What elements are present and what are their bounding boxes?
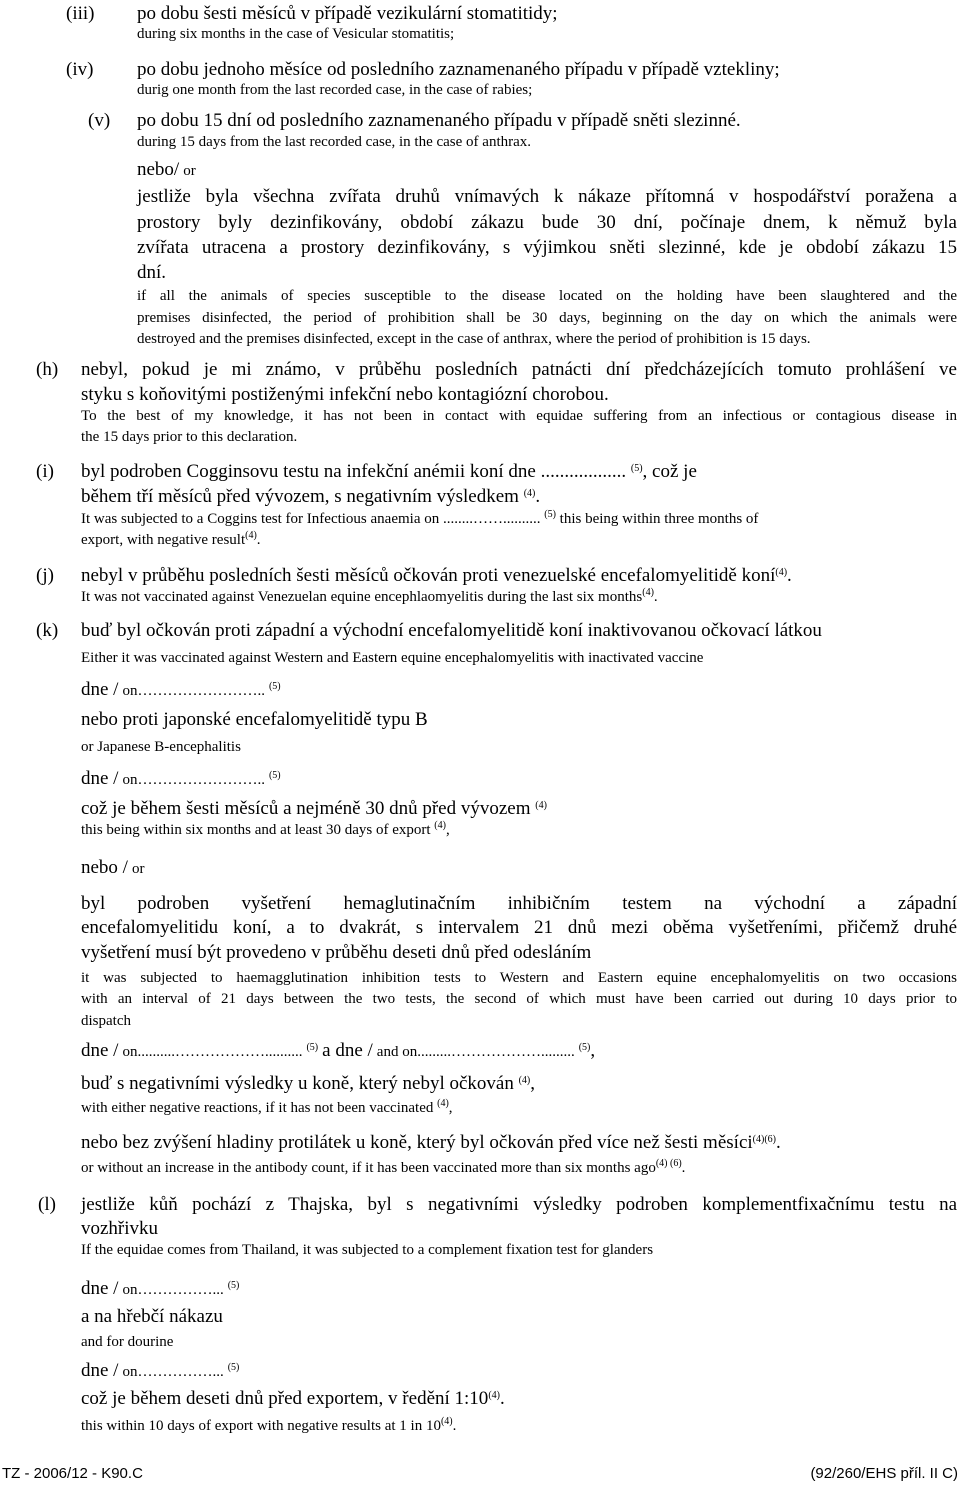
punctuation: , [530, 1073, 536, 1094]
item-iii-text-en: during six months in the case of Vesicular stomatitis; [137, 26, 455, 42]
item-k-en-line-1: Either it was vaccinated against Western and Eastern equine encephalomyelitis with inactivated vaccine [81, 650, 704, 666]
item-k-en-line-4c: dispatch [81, 1013, 131, 1029]
item-k-en-line-2: or Japanese B-encephalitis [81, 739, 241, 755]
date-line-l2 [81, 1361, 239, 1380]
item-v-text-en: during 15 days from the last recorded case, in the case of anthrax. [137, 134, 532, 150]
item-label-v: (v) [88, 110, 111, 131]
dilution-text-en: this within 10 days of export with negative results at 1 in 10 [81, 1418, 441, 1434]
negative-reactions-en: with either negative reactions, if it has not been vaccinated [81, 1100, 434, 1116]
footnote-ref: (4) [523, 488, 536, 499]
date-label-cz: dne / [81, 679, 119, 700]
footnote-ref: (4) [245, 530, 257, 541]
item-k-cz-line-6 [81, 1133, 781, 1152]
item-j-cz [81, 566, 792, 585]
item-k-cz-line-4c: vyšetření musí být provedeno v průběhu deseti dnů před odesláním [81, 942, 592, 963]
punctuation: , [445, 822, 450, 838]
date-line-l1 [81, 1279, 239, 1298]
footnote-ref: (4) [434, 820, 446, 831]
alt-cz-line-2: prostory byly dezinfikovány, období zákazu bude 30 dní, počínaje dnem, k němuž byla [137, 212, 957, 233]
venezuelan-text-cz: nebyl v průběhu posledních šesti měsíců očkován proti venezuelské encefalomyelitidě koní [81, 565, 776, 586]
date-dots: ……………... [137, 1364, 224, 1380]
alt-en-line-1: if all the animals of species susceptible to the disease located on the holding have been slaughtered and the [137, 288, 957, 304]
punctuation: . [775, 1132, 781, 1153]
coggins-result-cz: během tří měsíců před vývozem, s negativním výsledkem [81, 486, 519, 507]
date-label-en: on [122, 1044, 138, 1060]
item-k-en-line-6 [81, 1158, 686, 1176]
coggins-text-cz-tail: , což je [642, 461, 697, 482]
or-en: or [131, 861, 145, 877]
alt-cz-line-1: jestliže byla všechna zvířata druhů vnímavých k nákaze přítomná v hospodářství poražena a [137, 186, 957, 207]
negative-reactions-cz: buď s negativními výsledky u koně, který nebyl očkován [81, 1073, 514, 1094]
footnote-ref: (4) [488, 1390, 500, 1401]
footer-reference: (92/260/EHS příl. II C) [810, 1465, 958, 1482]
item-k-cz-line-1: buď byl očkován proti západní a východní encefalomyelitidě koní inaktivovanou očkovací látkou [81, 620, 822, 641]
footnote-ref: (5) [268, 770, 281, 781]
date-label-cz: dne / [81, 1360, 119, 1381]
footnote-ref: (5) [578, 1042, 591, 1053]
punctuation: . [653, 589, 658, 605]
date-label-en: on [122, 1282, 138, 1298]
dilution-text-cz: což je během deseti dnů před exportem, v ředění 1:10 [81, 1388, 489, 1409]
or-cz: nebo / [81, 857, 128, 878]
footer-document-code: TZ - 2006/12 - K90.C [2, 1465, 143, 1482]
or-separator [137, 160, 196, 179]
date-label-cz: dne / [81, 768, 119, 789]
or-separator-k [81, 858, 144, 877]
item-label-k: (k) [36, 620, 59, 641]
alt-en-line-3: destroyed and the premises disinfected, except in the case of anthrax, where the period of prohibition is 15 days. [137, 331, 811, 347]
date-label-en: on [122, 683, 138, 699]
item-label-l: (l) [38, 1194, 56, 1215]
dual-date-line [81, 1041, 595, 1060]
alt-cz-line-4: dní. [137, 262, 167, 283]
date-line-2 [81, 769, 281, 788]
item-k-cz-line-4a: byl podroben vyšetření hemaglutinačním inhibičním testem na východní a západní [81, 893, 957, 914]
item-h-cz-line-1: nebyl, pokud je mi známo, v průběhu posledních patnácti dní předcházejících tomuto prohlášení ve [81, 359, 957, 380]
footnote-ref: (5) [227, 1280, 240, 1291]
footnote-ref: (4) [642, 587, 654, 598]
item-h-cz-line-2: styku s koňovitými postiženými infekční nebo kontagiózní chorobou. [81, 384, 609, 405]
item-iv-text-en: durig one month from the last recorded case, in the case of rabies; [137, 82, 533, 98]
date-label-en: on [122, 772, 138, 788]
item-i-en-line-2 [81, 530, 261, 548]
coggins-text-en-tail: this being within three months of [559, 511, 759, 527]
six-months-text-en: this being within six months and at least 30 days of export [81, 822, 431, 838]
footnote-ref: (4) [775, 567, 788, 578]
punctuation: . [499, 1388, 505, 1409]
item-k-cz-line-4b: encefalomyelitidu koní, a to dvakrát, s intervalem 21 dnů mezi oběma vyšetřeními, přičemž druhé [81, 917, 957, 938]
date-dots: …………………….. [137, 683, 265, 699]
date-label-cz: dne / [81, 1040, 119, 1061]
item-label-iii: (iii) [66, 3, 95, 24]
date-line-1 [81, 680, 281, 699]
footnote-ref: (5) [544, 509, 556, 520]
item-k-cz-line-2: nebo proti japonské encefalomyelitidě typu B [81, 709, 428, 730]
item-k-en-line-4a: it was subjected to haemagglutination inhibition tests to Western and Eastern equine encephalomyelitis on two occasions [81, 970, 957, 986]
item-h-en-line-2: the 15 days prior to this declaration. [81, 429, 298, 445]
punctuation: , [448, 1100, 453, 1116]
item-k-cz-line-3 [81, 799, 547, 818]
punctuation: . [452, 1418, 457, 1434]
item-i-cz-line-2 [81, 487, 540, 506]
item-i-cz-line-1 [81, 462, 697, 481]
coggins-date-dots-en: ........…….......... [443, 511, 541, 527]
antibody-text-cz: nebo bez zvýšení hladiny protilátek u koně, který byl očkován před více než šesti měsíci [81, 1132, 753, 1153]
alt-en-line-2: premises disinfected, the period of prohibition shall be 30 days, beginning on the day on which the animals were [137, 310, 957, 326]
footnote-ref: (5) [227, 1362, 240, 1373]
alt-cz-line-3: zvířata utracena a prostory dezinfikovány, s výjimkou sněti slezinné, kde je období zákazu 15 [137, 237, 957, 258]
footnote-ref: (5) [306, 1042, 319, 1053]
item-i-en-line-1 [81, 509, 759, 527]
punctuation: . [787, 565, 792, 586]
antibody-text-en: or without an increase in the antibody count, if it has been vaccinated more than six months ago [81, 1160, 656, 1176]
second-date-label-cz: a dne / [322, 1040, 373, 1061]
footnote-ref: (4) [437, 1098, 449, 1109]
item-l-cz-line-1a: jestliže kůň pochází z Thajska, byl s negativními výsledky podroben komplementfixačnímu testu na [81, 1194, 957, 1215]
date-dots: ……………... [137, 1282, 224, 1298]
punctuation: . [535, 486, 541, 507]
item-j-en [81, 587, 658, 605]
coggins-date-dots: .................. [540, 461, 627, 482]
item-v-text-cz: po dobu 15 dní od posledního zaznamenaného případu v případě sněti slezinné. [137, 110, 741, 131]
or-cz: nebo/ [137, 159, 180, 180]
venezuelan-text-en: It was not vaccinated against Venezuelan equine encephlaomyelitis during the last six months [81, 589, 643, 605]
item-l-en-line-1: If the equidae comes from Thailand, it was subjected to a complement fixation test for glanders [81, 1242, 654, 1258]
punctuation: . [681, 1160, 686, 1176]
coggins-text-cz: byl podroben Cogginsovu testu na infekční anémii koní dne [81, 461, 536, 482]
footnote-ref: (4) (6) [655, 1158, 682, 1169]
item-l-en-line-3 [81, 1416, 457, 1434]
footnote-ref: (4) [535, 800, 547, 811]
coggins-result-en: export, with negative result [81, 532, 246, 548]
item-iii-text-cz: po dobu šesti měsíců v případě vezikulární stomatitidy; [137, 3, 558, 24]
date-label-cz: dne / [81, 1278, 119, 1299]
item-k-en-line-3 [81, 820, 450, 838]
item-label-h: (h) [36, 359, 59, 380]
footnote-ref: (5) [268, 681, 281, 692]
footnote-ref: (4) [518, 1075, 531, 1086]
item-h-en-line-1: To the best of my knowledge, it has not been in contact with equidae suffering from an infectious or contagious disease in [81, 408, 957, 424]
date-dots: .........………………......... [417, 1044, 575, 1060]
date-label-en: on [122, 1364, 138, 1380]
six-months-text-cz: což je během šesti měsíců a nejméně 30 dnů před vývozem [81, 798, 531, 819]
footnote-ref: (5) [630, 463, 643, 474]
punctuation: . [256, 532, 261, 548]
coggins-text-en: It was subjected to a Coggins test for Infectious anaemia on [81, 511, 440, 527]
item-label-i: (i) [36, 461, 54, 482]
date-dots: ..........……………….......... [137, 1044, 303, 1060]
item-label-j: (j) [36, 565, 54, 586]
date-dots: …………………….. [137, 772, 265, 788]
item-l-cz-line-3 [81, 1389, 505, 1408]
or-en: or [183, 163, 196, 179]
item-l-en-line-2: and for dourine [81, 1334, 174, 1350]
footnote-ref: (4)(6) [752, 1134, 776, 1145]
item-label-iv: (iv) [66, 59, 94, 80]
punctuation: , [590, 1040, 596, 1061]
item-k-en-line-5 [81, 1098, 453, 1116]
item-l-cz-line-2: a na hřebčí nákazu [81, 1306, 223, 1327]
item-k-cz-line-5 [81, 1074, 535, 1093]
item-iv-text-cz: po dobu jednoho měsíce od posledního zaznamenaného případu v případě vztekliny; [137, 59, 780, 80]
item-l-cz-line-1b: vozhřivku [81, 1218, 159, 1239]
second-date-label-en: and on [376, 1044, 418, 1060]
item-k-en-line-4b: with an interval of 21 days between the two tests, the second of which must have been carried out during 10 days prior to [81, 991, 957, 1007]
footnote-ref: (4) [440, 1416, 453, 1427]
